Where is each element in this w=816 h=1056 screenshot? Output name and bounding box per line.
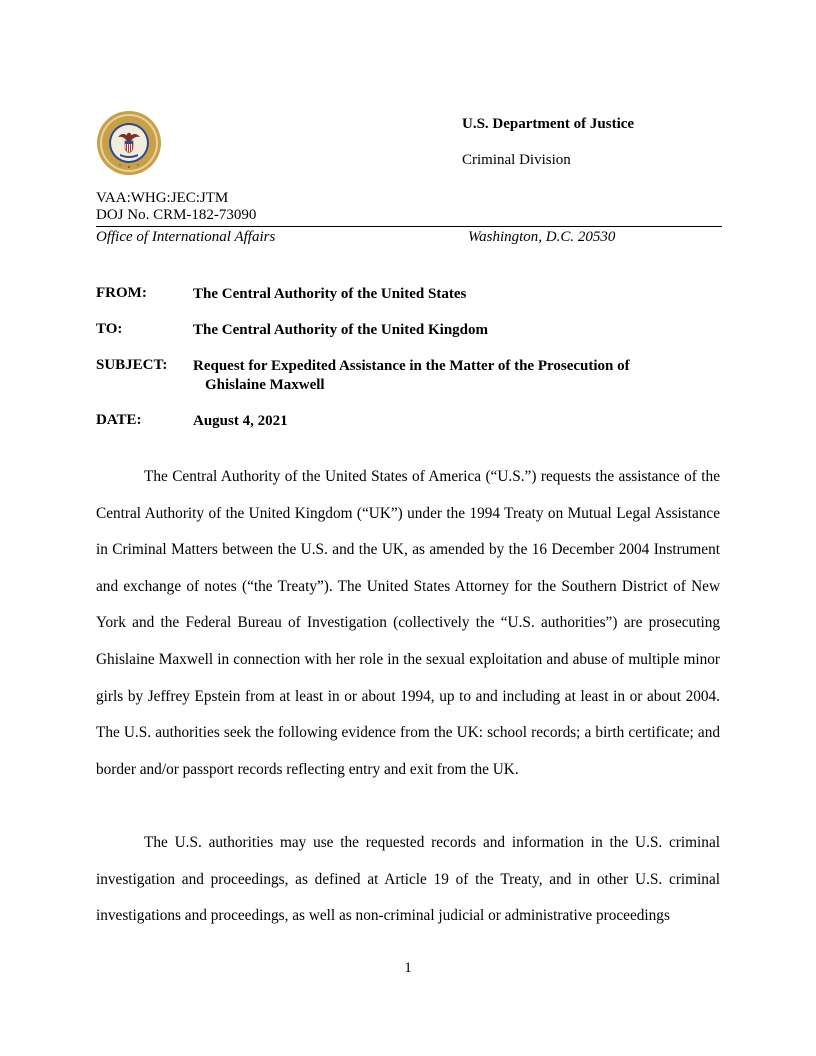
seal-graphic <box>96 110 162 176</box>
reference-initials: VAA:WHG:JEC:JTM <box>96 190 229 206</box>
header-divider <box>96 226 722 227</box>
date-label: DATE: <box>96 412 142 428</box>
subject-line-2: Ghislaine Maxwell <box>205 377 325 393</box>
subject-label: SUBJECT: <box>96 357 168 373</box>
body-paragraph-1: The Central Authority of the United States of America (“U.S.”) requests the assistance of the Central Authority of the United Kingdom (“UK”) under the 1994 Treaty on Mutual Legal Assistance in Criminal Matters between the U.S. and the UK, as amended by the 16 December 2004 Instrument and exchange of notes (“the Treaty”). The United States Attorney for the Southern District of New York and the Federal Bureau of Investigation (collectively the “U.S. authorities”) are prosecuting Ghislaine Maxwell in connection with her role in the sexual exploitation and abuse of multiple minor girls by Jeffrey Epstein from at least in or about 1994, up to and including at least in or about 2004. The U.S. authorities seek the following evidence from the UK: school records; a birth certificate; and border and/or passport records reflecting entry and exit from the UK. <box>96 468 720 778</box>
from-label: FROM: <box>96 285 147 301</box>
doj-seal-icon <box>96 110 162 176</box>
to-label: TO: <box>96 321 123 337</box>
subject-line-1: Request for Expedited Assistance in the Matter of the Prosecution of <box>193 358 630 374</box>
to-value: The Central Authority of the United Kingdom <box>193 322 489 338</box>
office-name: Office of International Affairs <box>96 229 276 245</box>
doj-number: DOJ No. CRM-182-73090 <box>96 207 257 223</box>
date-value: August 4, 2021 <box>193 413 288 429</box>
page-number: 1 <box>404 960 412 976</box>
division-name: Criminal Division <box>462 152 571 168</box>
subject-value <box>193 357 713 395</box>
office-location: Washington, D.C. 20530 <box>468 229 616 245</box>
department-name: U.S. Department of Justice <box>462 116 635 132</box>
body-paragraph-2: The U.S. authorities may use the requested records and information in the U.S. criminal investigation and proceedings, as defined at Article 19 of the Treaty, and in other U.S. criminal investigations and proceedings, as well as non-criminal judicial or administrative proceedings <box>96 834 720 925</box>
from-value: The Central Authority of the United States <box>193 286 467 302</box>
